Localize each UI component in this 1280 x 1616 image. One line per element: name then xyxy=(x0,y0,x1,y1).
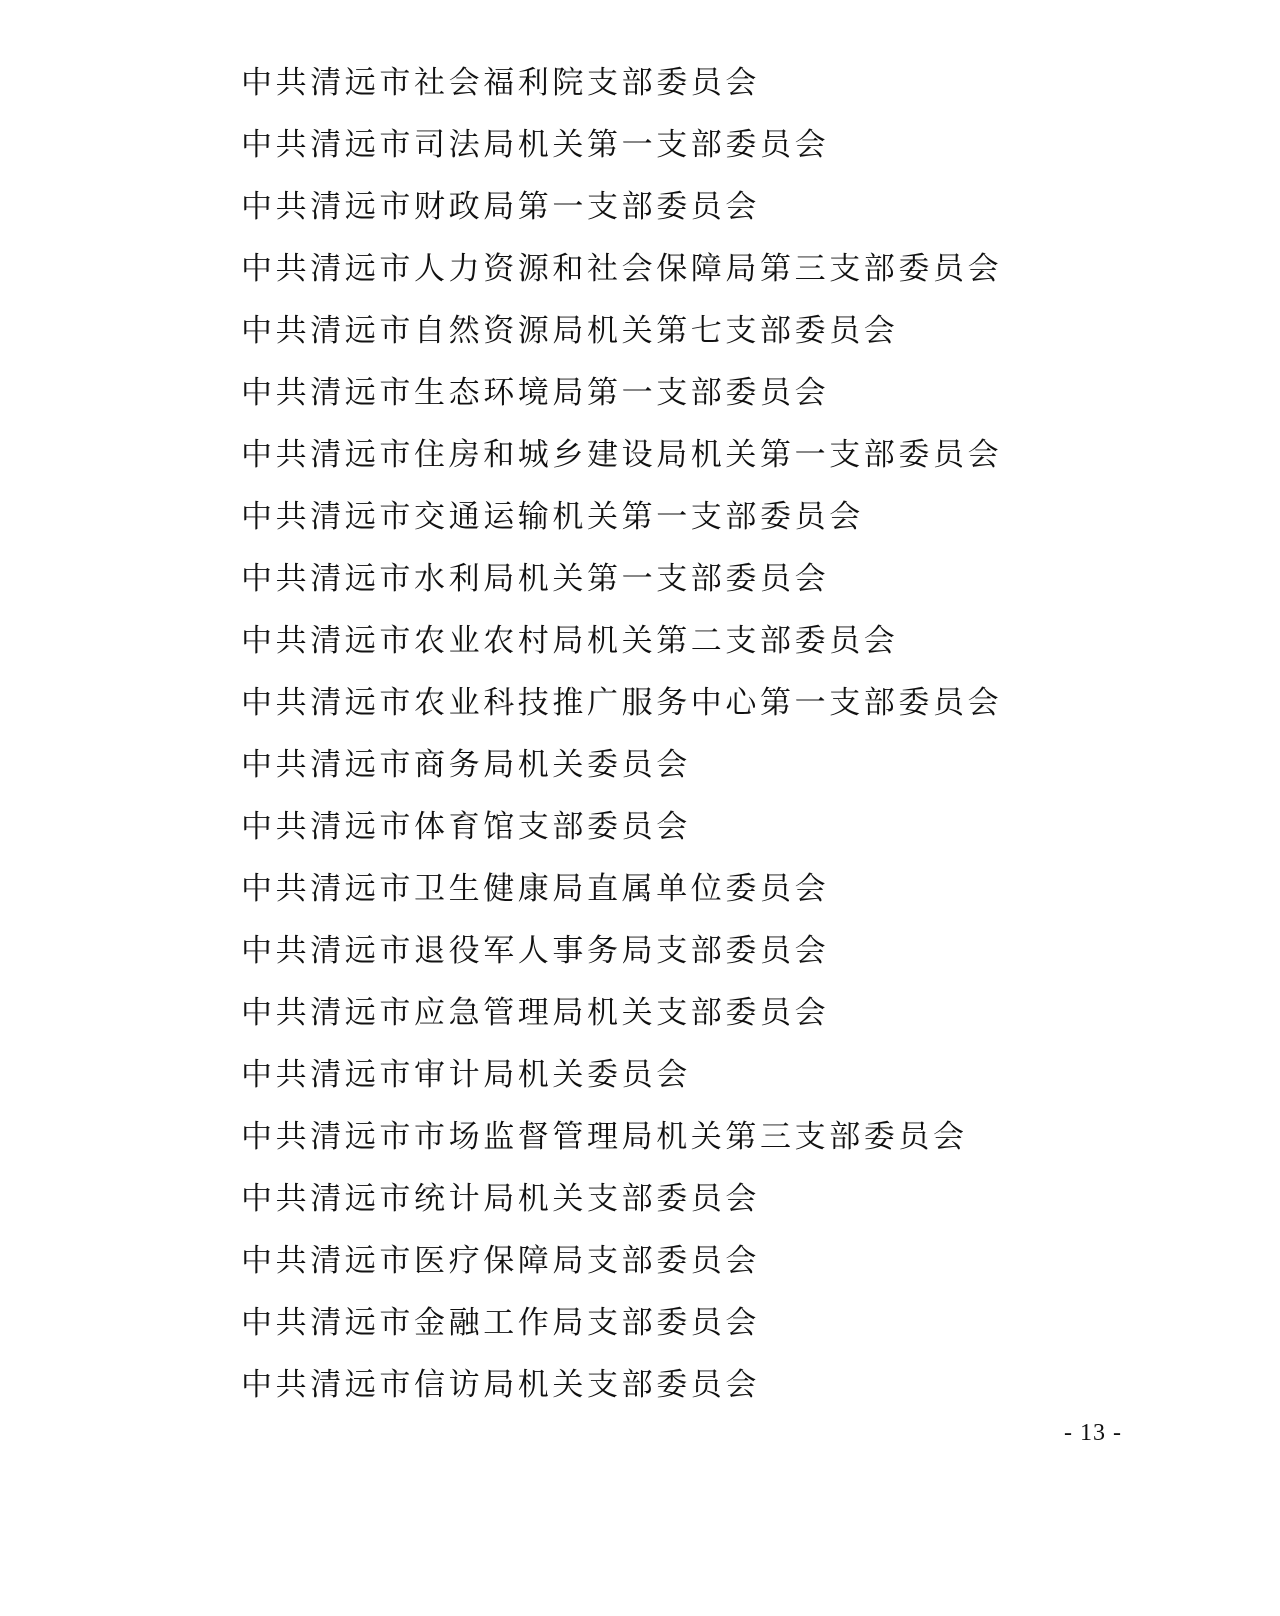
list-item: 中共清远市农业科技推广服务中心第一支部委员会 xyxy=(241,685,1003,721)
list-item: 中共清远市人力资源和社会保障局第三支部委员会 xyxy=(241,251,1003,287)
list-item: 中共清远市卫生健康局直属单位委员会 xyxy=(241,871,830,907)
list-item: 中共清远市自然资源局机关第七支部委员会 xyxy=(241,313,899,349)
list-item: 中共清远市司法局机关第一支部委员会 xyxy=(241,127,830,163)
list-item: 中共清远市市场监督管理局机关第三支部委员会 xyxy=(241,1119,968,1155)
list-item: 中共清远市医疗保障局支部委员会 xyxy=(241,1243,760,1279)
list-item: 中共清远市水利局机关第一支部委员会 xyxy=(241,561,830,597)
list-item: 中共清远市生态环境局第一支部委员会 xyxy=(241,375,830,411)
list-item: 中共清远市退役军人事务局支部委员会 xyxy=(241,933,830,969)
list-item: 中共清远市交通运输机关第一支部委员会 xyxy=(241,499,864,535)
list-item: 中共清远市住房和城乡建设局机关第一支部委员会 xyxy=(241,437,1003,473)
list-item: 中共清远市体育馆支部委员会 xyxy=(241,809,691,845)
list-item: 中共清远市财政局第一支部委员会 xyxy=(241,189,760,225)
list-item: 中共清远市农业农村局机关第二支部委员会 xyxy=(241,623,899,659)
list-item: 中共清远市信访局机关支部委员会 xyxy=(241,1367,760,1403)
list-item: 中共清远市社会福利院支部委员会 xyxy=(241,65,760,101)
list-item: 中共清远市统计局机关支部委员会 xyxy=(241,1181,760,1217)
organization-list xyxy=(241,52,1002,1416)
list-item: 中共清远市金融工作局支部委员会 xyxy=(241,1305,760,1341)
list-item: 中共清远市审计局机关委员会 xyxy=(241,1057,691,1093)
list-item: 中共清远市商务局机关委员会 xyxy=(241,747,691,783)
list-item: 中共清远市应急管理局机关支部委员会 xyxy=(241,995,830,1031)
page-number: - 13 - xyxy=(1064,1420,1122,1446)
